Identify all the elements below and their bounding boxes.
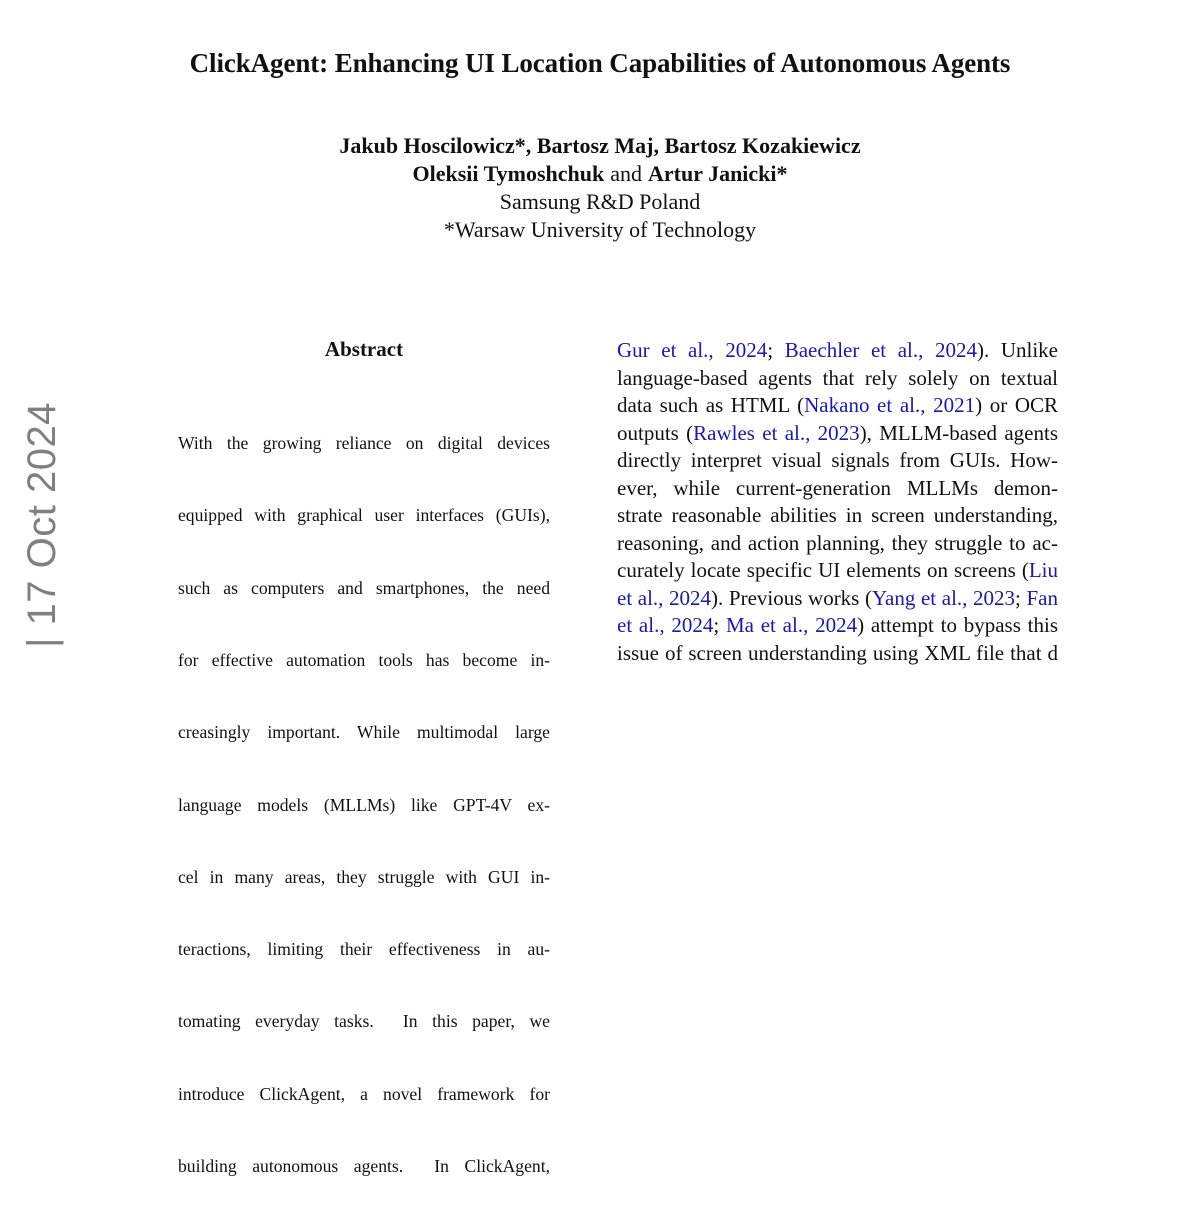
author-names: Jakub Hoscilowicz*, Bartosz Maj, Bartosz Kozakiewicz xyxy=(339,133,861,158)
body-line xyxy=(617,392,1058,420)
body-line xyxy=(617,585,1058,613)
abstract-line: cel in many areas, they struggle with GUI in- xyxy=(178,866,550,887)
abstract-line: introduce ClickAgent, a novel framework for xyxy=(178,1083,550,1104)
arxiv-side-stamp: | 17 Oct 2024 xyxy=(20,402,64,648)
affiliation: *Warsaw University of Technology xyxy=(443,217,757,242)
body-line: ever, while current-generation MLLMs demon- xyxy=(617,475,1058,500)
abstract-line: equipped with graphical user interfaces (GUIs), xyxy=(178,505,550,526)
body-text: data such as HTML ( xyxy=(617,393,805,417)
body-line-cut: issue of screen understanding using XML file that d xyxy=(617,640,1058,665)
abstract-line: for effective automation tools has become in- xyxy=(178,650,550,671)
body-line: language-based agents that rely solely on textual xyxy=(617,365,1058,390)
citation-link[interactable]: Rawles et al., 2023 xyxy=(693,420,860,445)
author-name: Artur Janicki* xyxy=(647,161,788,186)
abstract-text xyxy=(178,383,550,1226)
citation-separator: ; xyxy=(1015,585,1027,610)
body-line xyxy=(617,557,1058,585)
citation-link[interactable]: et al., 2024 xyxy=(617,613,714,637)
body-line xyxy=(617,612,1058,640)
abstract-line: language models (MLLMs) like GPT-4V ex- xyxy=(178,794,550,815)
affiliation: Samsung R&D Poland xyxy=(499,189,701,214)
paper-title: ClickAgent: Enhancing UI Location Capabilities of Autonomous Agents xyxy=(189,48,1011,78)
author-block xyxy=(0,132,1200,244)
author-name: Oleksii Tymoshchuk xyxy=(412,161,605,186)
body-text: ) attempt to bypass this xyxy=(857,613,1058,637)
citation-link[interactable]: Fan xyxy=(1026,585,1058,610)
citation-link[interactable]: Ma et al., 2024 xyxy=(725,613,858,637)
body-text: ). Unlike xyxy=(976,338,1058,362)
citation-link[interactable]: Yang et al., 2023 xyxy=(871,585,1016,610)
body-line: strate reasonable abilities in screen understanding, xyxy=(617,503,1058,527)
citation-link[interactable]: Liu xyxy=(1028,558,1058,582)
body-text: ) or OCR xyxy=(975,393,1059,417)
citation-separator: ; xyxy=(767,338,785,362)
body-line: directly interpret visual signals from GUIs. How- xyxy=(617,448,1058,472)
abstract-line: such as computers and smartphones, the need xyxy=(178,577,550,598)
abstract-line: tomating everyday tasks. In this paper, we xyxy=(178,1011,550,1032)
abstract-heading: Abstract xyxy=(324,337,404,361)
abstract-line: building autonomous agents. In ClickAgent, xyxy=(178,1156,550,1176)
authors-line-2 xyxy=(0,160,1200,188)
body-line: reasoning, and action planning, they struggle to ac- xyxy=(617,530,1058,555)
citation-link[interactable]: Gur et al., 2024 xyxy=(617,338,768,362)
authors-line-1 xyxy=(0,132,1200,160)
body-text: curately locate specific UI elements on screens ( xyxy=(617,558,1029,582)
body-line xyxy=(617,337,1058,365)
abstract-line: teractions, limiting their effectiveness in au- xyxy=(178,939,550,960)
citation-separator: ; xyxy=(713,613,726,637)
citation-link[interactable]: Baechler et al., 2024 xyxy=(784,338,977,362)
citation-link[interactable]: Nakano et al., 2021 xyxy=(804,393,976,417)
citation-link[interactable]: et al., 2024 xyxy=(617,585,712,610)
body-text-column xyxy=(617,337,1058,667)
body-text: ). Previous works ( xyxy=(711,585,872,610)
body-line xyxy=(617,420,1058,448)
body-text: outputs ( xyxy=(617,420,694,445)
abstract-line: creasingly important. While multimodal large xyxy=(178,722,550,743)
author-conjunction: and xyxy=(610,161,642,186)
body-text: ), MLLM-based agents xyxy=(859,420,1058,445)
abstract-line: With the growing reliance on digital devices xyxy=(178,433,550,454)
